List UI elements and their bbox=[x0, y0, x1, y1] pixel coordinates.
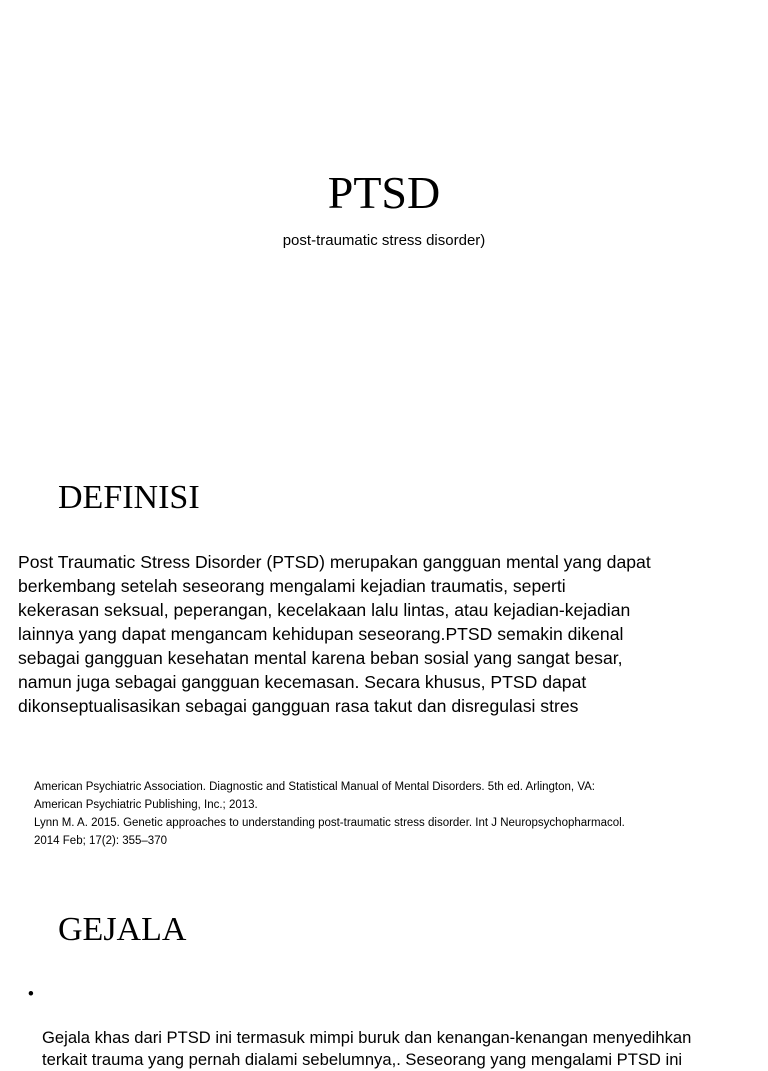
reference-item: Lynn M. A. 2015. Genetic approaches to understanding post-traumatic stress disorder. Int J Neuropsychopharmacol. 2014 Feb; 17(2): 355–370 bbox=[34, 817, 625, 847]
slide-title: PTSD bbox=[327, 167, 441, 218]
definition-slide bbox=[0, 455, 768, 875]
references bbox=[34, 778, 754, 850]
definition-body: Post Traumatic Stress Disorder (PTSD) merupakan gangguan mental yang dapat berkembang setelah seseorang mengalami kejadian traumatis, seperti kekerasan seksual, peperangan, kecelakaan lalu lintas, atau kejadian-kejadian lainnya yang dapat mengancam kehidupan seseorang.PTSD semakin dikenal sebagai gangguan kesehatan mental karena beban sosial yang sangat besar, namun juga sebagai gangguan kecemasan. Secara khusus, PTSD dapat dikonseptualisasikan sebagai gangguan rasa takut dan disregulasi stres bbox=[18, 552, 651, 716]
bullet-icon: • bbox=[28, 984, 34, 1003]
list-item bbox=[28, 983, 758, 1071]
list-item-text: Gejala khas dari PTSD ini termasuk mimpi buruk dan kenangan-kenangan menyedihkan terkait trauma yang pernah dialami sebelumnya,. Seseorang yang mengalami PTSD ini bbox=[42, 1028, 692, 1069]
reference-item: American Psychiatric Association. Diagnostic and Statistical Manual of Mental Disorders. 5th ed. Arlington, VA: American Psychiatric Publishing, Inc.; 2013. bbox=[34, 781, 595, 811]
slide-subtitle: post-traumatic stress disorder) bbox=[282, 232, 486, 249]
definition-heading: DEFINISI bbox=[58, 479, 200, 516]
gejala-heading: GEJALA bbox=[58, 911, 187, 948]
gejala-list bbox=[28, 983, 758, 1071]
gejala-slide bbox=[0, 875, 768, 1069]
title-slide bbox=[0, 0, 768, 455]
